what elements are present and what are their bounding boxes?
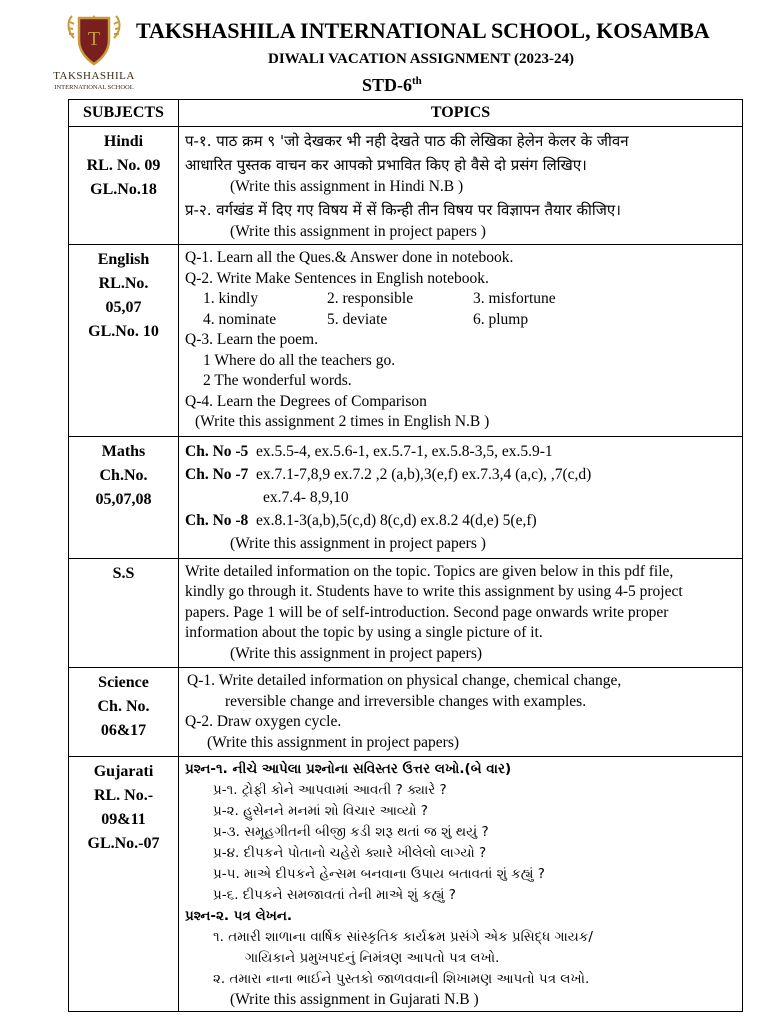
- subject-detail: RL.No.: [98, 275, 149, 292]
- chapter-label: Ch. No -8: [185, 511, 249, 529]
- topic-line: kindly go through it. Students have to write this assignment by using 4-5 project: [185, 583, 683, 600]
- topic-line: papers. Page 1 will be of self-introduction. Second page onwards write proper: [185, 603, 669, 621]
- subject-detail: GL.No. 10: [88, 323, 159, 340]
- question: Q-4. Learn the Degrees of Comparison: [185, 392, 427, 410]
- word-item: 2. responsible: [327, 290, 414, 307]
- subject-detail: RL. No. 09: [86, 157, 161, 174]
- subject-detail: Ch.No.: [99, 466, 148, 484]
- assignment-note: (Write this assignment in project papers): [207, 733, 460, 751]
- subject-detail: 06&17: [100, 722, 147, 739]
- word-list-row: [185, 289, 736, 310]
- sub-question: પ્ર-૬. દીપકને સમજાવતાં તેની માએ શું કહ્યું ?: [213, 887, 456, 903]
- logo-subtitle: INTERNATIONAL SCHOOL: [54, 84, 134, 91]
- assignment-note: (Write this assignment in project papers ): [230, 534, 486, 552]
- topic-line: प्र-२. वर्गखंड में दिए गए विषय में सें किन्ही तीन विषय पर विज्ञापन तैयार कीजिए।: [185, 200, 621, 219]
- subject-detail: 09&11: [101, 811, 146, 828]
- std-superscript: th: [412, 75, 422, 87]
- subject-name: Hindi: [103, 133, 144, 150]
- subject-detail: 05,07,08: [95, 490, 152, 508]
- subject-name: S.S: [112, 564, 135, 582]
- subject-detail: GL.No.-07: [87, 835, 160, 852]
- assignment-table: [68, 99, 743, 1012]
- subject-name: Gujarati: [93, 763, 154, 780]
- poem-item: 1 Where do all the teachers go.: [203, 351, 396, 369]
- assignment-note: (Write this assignment in Hindi N.B ): [230, 178, 464, 195]
- subject-cell: [69, 127, 179, 245]
- topic-cell: [179, 127, 743, 245]
- subject-name: Maths: [101, 442, 146, 460]
- assignment-note: (Write this assignment in project papers): [230, 644, 483, 662]
- topic-line: Write detailed information on the topic. Topics are given below in this pdf file,: [185, 562, 674, 580]
- word-list-row: [185, 310, 736, 331]
- question: પ્રશ્ન-૧. નીચે આપેલા પ્રશ્નોના સવિસ્તર ઉત્તર લખો.(બે વાર): [185, 761, 512, 777]
- chapter-exercises: ex.5.5-4, ex.5.6-1, ex.5.7-1, ex.5.8-3,5, ex.5.9-1: [256, 442, 553, 460]
- word-item: 3. misfortune: [473, 290, 556, 307]
- table-row-science: [69, 668, 743, 757]
- assignment-title: DIWALI VACATION ASSIGNMENT (2023-24): [268, 51, 575, 67]
- table-header-row: [69, 100, 743, 127]
- question: Q-2. Draw oxygen cycle.: [185, 713, 342, 730]
- sub-question: પ્ર-૨. હુસેનને મનમાં શો વિચાર આવ્યો ?: [213, 803, 428, 819]
- letter-task: ૧. તમારી શાળાના વાર્ષિક સાંસ્કૃતિક કાર્યક્રમ પ્રસંગે એક પ્રસિદ્ધ ગાયક/: [213, 929, 593, 945]
- school-name: TAKSHASHILA INTERNATIONAL SCHOOL, KOSAMBA: [136, 18, 710, 43]
- question: Q-1. Learn all the Ques.& Answer done in notebook.: [185, 249, 514, 266]
- chapter-line: [185, 509, 736, 532]
- sub-question: પ્ર-૪. દીપકને પોતાનો ચહેરો ક્યારે ખીલેલો લાગ્યો ?: [213, 845, 487, 861]
- question: Q-1. Write detailed information on physical change, chemical change,: [187, 672, 622, 689]
- table-row-maths: [69, 436, 743, 558]
- letter-task-continued: ગાયિકાને પ્રમુખપદનું નિમંત્રણ આપતો પત્ર લખો.: [245, 950, 500, 966]
- subject-detail: GL.No.18: [90, 181, 157, 198]
- subject-cell: [69, 558, 179, 668]
- table-row-gujarati: [69, 757, 743, 1012]
- subject-cell: [69, 436, 179, 558]
- assignment-note: (Write this assignment 2 times in English N.B ): [195, 413, 490, 430]
- assignment-note: (Write this assignment in Gujarati N.B ): [230, 991, 479, 1008]
- word-item: 1. kindly: [203, 290, 259, 307]
- page-header: [0, 0, 768, 98]
- word-item: 6. plump: [473, 310, 529, 328]
- table-row-hindi: [69, 127, 743, 245]
- question: Q-2. Write Make Sentences in English notebook.: [185, 269, 489, 287]
- subject-detail: Ch. No.: [97, 698, 150, 715]
- subjects-header: SUBJECTS: [69, 100, 179, 127]
- svg-text:T: T: [87, 28, 101, 50]
- topic-line: प-१. पाठ क्रम ९ 'जो देखकर भी नही देखते पाठ की लेखिका हेलेन केलर के जीवन: [185, 132, 629, 150]
- shield-logo-icon: [64, 12, 124, 70]
- subject-cell: [69, 757, 179, 1012]
- chapter-exercises: ex.7.4- 8,9,10: [263, 488, 349, 506]
- chapter-label: Ch. No -7: [185, 465, 249, 483]
- topic-line: information about the topic by using a single picture of it.: [185, 624, 543, 641]
- table-row-ss: [69, 558, 743, 668]
- subject-detail: 05,07: [105, 299, 142, 316]
- topics-header: TOPICS: [179, 100, 743, 127]
- standard-label: [362, 75, 422, 96]
- word-item: 4. nominate: [203, 310, 277, 328]
- logo-name: TAKSHASHILA: [53, 70, 135, 82]
- subject-cell: [69, 668, 179, 757]
- topic-cell: [179, 668, 743, 757]
- subject-detail: RL. No.-: [93, 787, 154, 804]
- chapter-label: Ch. No -5: [185, 442, 249, 460]
- question-continued: reversible change and irreversible changes with examples.: [225, 692, 587, 710]
- chapter-line: [185, 440, 736, 463]
- word-item: 5. deviate: [327, 310, 388, 328]
- subject-cell: [69, 245, 179, 437]
- letter-task: ૨. તમારા નાના ભાઈને પુસ્તકો જાળવવાની શિખામણ આપતો પત્ર લખો.: [213, 971, 590, 987]
- subject-name: English: [97, 251, 150, 268]
- subject-name: Science: [98, 674, 149, 691]
- topic-line: आधारित पुस्तक वाचन कर आपको प्रभावित किए हो वैसे दो प्रसंग लिखिए।: [185, 156, 587, 174]
- table-row-english: [69, 245, 743, 437]
- poem-item: 2 The wonderful words.: [203, 372, 352, 389]
- topic-cell: [179, 436, 743, 558]
- school-logo: [48, 12, 140, 96]
- assignment-note: (Write this assignment in project papers ): [230, 222, 486, 240]
- chapter-line: [185, 463, 736, 486]
- chapter-exercises: ex.8.1-3(a,b),5(c,d) 8(c,d) ex.8.2 4(d,e) 5(e,f): [256, 511, 537, 529]
- sub-question: પ્ર-૫. માએ દીપકને હેન્સમ બનવાના ઉપાય બતાવતાં શું કહ્યું ?: [213, 866, 545, 882]
- topic-cell: [179, 245, 743, 437]
- sub-question: પ્ર-૩. સમૂહગીતની બીજી કડી શરૂ થતાં જ શું થયું ?: [213, 824, 489, 840]
- std-text: STD-6: [362, 75, 413, 95]
- chapter-exercises: ex.7.1-7,8,9 ex.7.2 ,2 (a,b),3(e,f) ex.7.3,4 (a,c), ,7(c,d): [256, 465, 592, 483]
- topic-cell: [179, 558, 743, 668]
- question: પ્રશ્ન-૨. પત્ર લેખન.: [185, 908, 293, 924]
- question: Q-3. Learn the poem.: [185, 331, 318, 348]
- sub-question: પ્ર-૧. ટ્રોફી કોને આપવામાં આવતી ? ક્યારે ?: [213, 782, 447, 798]
- topic-cell: [179, 757, 743, 1012]
